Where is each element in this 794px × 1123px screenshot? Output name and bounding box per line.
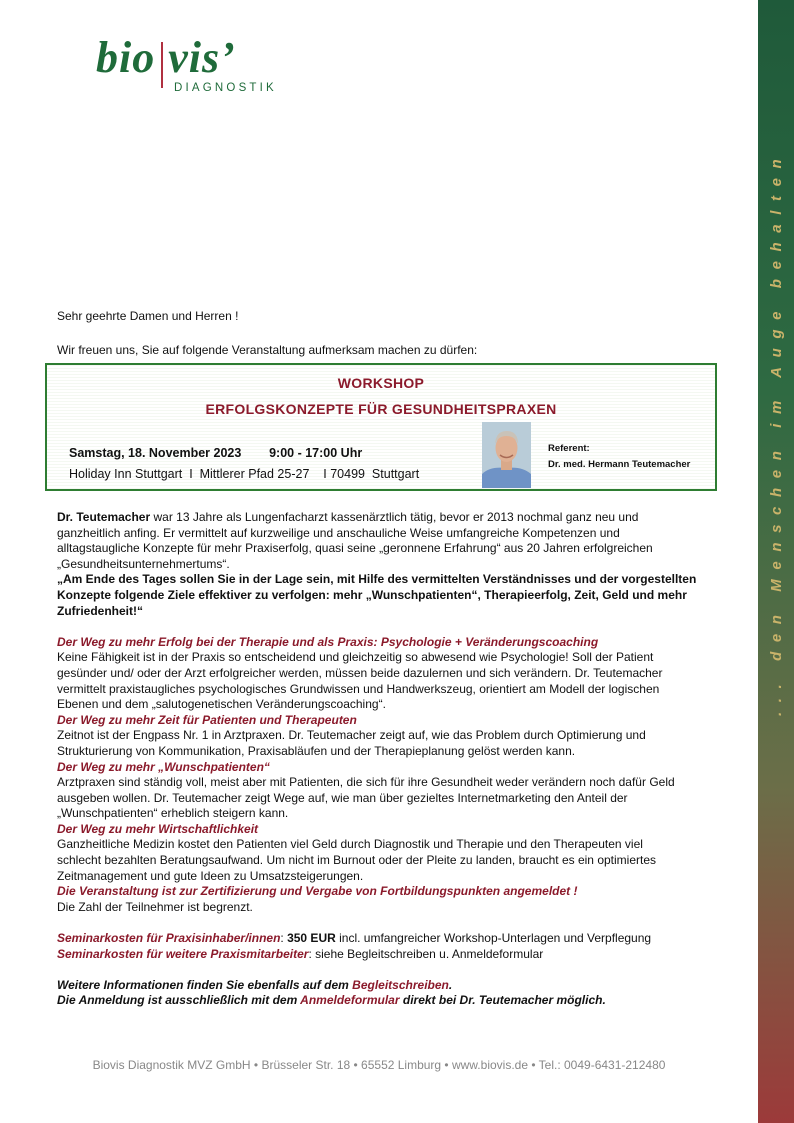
quote-line: Zufriedenheit!“ <box>57 603 143 618</box>
section-line: schlecht bezahlten Beratungsaufwand. Um nicht im Burnout oder der Pleite zu landen, braucht es ein optimiertes <box>57 853 657 868</box>
referent-label: Referent: <box>548 443 590 454</box>
logo-subtitle: DIAGNOSTIK <box>174 82 277 94</box>
event-title-main: ERFOLGSKONZEPTE FÜR GESUNDHEITSPRAXEN <box>205 401 557 417</box>
section-line: gesünder und/ oder der Arzt erfolgreicher werden, müssen beide dazulernen und sich verändern. Dr. Teutemacher <box>57 665 663 680</box>
p1-line: alltagstaugliche Konzepte für mehr Praxiserfolg, quasi seine „geronnene Erfahrung“ aus 20 Jahren erfolgreichen <box>57 541 653 556</box>
p1-line: „Gesundheitsunternehmertums“. <box>57 556 230 571</box>
info-text: . <box>448 977 453 992</box>
info-line <box>57 978 747 994</box>
referent-name: Dr. med. Hermann Teutemacher <box>548 459 691 470</box>
section-line: vermittelt praxistaugliches psychologisches Grundwissen und Handwerkszeug, orientiert am Modell der logischen <box>57 681 660 696</box>
quote-line: „Am Ende des Tages sollen Sie in der Lage sein, mit Hilfe des vermittelten Verständnisses und der vorgestellten <box>57 572 697 587</box>
section-heading: Der Weg zu mehr Wirtschaftlichkeit <box>57 821 259 836</box>
section-line: Ganzheitliche Medizin kostet den Patienten viel Geld durch Diagnostik und Therapie und den Therapeuten viel <box>57 837 643 852</box>
anmeldeformular-link[interactable]: Anmeldeformular <box>300 993 400 1008</box>
section-line: „Wunschpatienten“ erheblich steigern kann. <box>57 806 289 821</box>
logo-wordmark <box>96 34 236 80</box>
footer-contact: Biovis Diagnostik MVZ GmbH • Brüsseler Str. 18 • 65552 Limburg • www.biovis.de • Tel.: 0049-6431-212480 <box>92 1058 666 1072</box>
registration-text: direkt bei Dr. Teutemacher möglich. <box>399 993 606 1008</box>
section-heading: Der Weg zu mehr Erfolg bei der Therapie und als Praxis: Psychologie + Veränderungscoaching <box>57 634 599 649</box>
certification-note: Die Veranstaltung ist zur Zertifizierung und Vergabe von Fortbildungspunkten angemeldet ! <box>57 884 578 899</box>
event-title-workshop: WORKSHOP <box>337 375 425 391</box>
section-line: Ebenen und dem „salutogenetischen Veränderungscoaching“. <box>57 697 386 712</box>
cost-details: : siehe Begleitschreiben u. Anmeldeformular <box>308 946 544 961</box>
begleitschreiben-link[interactable]: Begleitschreiben <box>352 977 449 992</box>
logo-name-part1: bio <box>96 33 156 82</box>
participant-limit-note: Die Zahl der Teilnehmer ist begrenzt. <box>57 899 253 914</box>
quote-line: Konzepte folgende Ziele effektiver zu verfolgen: mehr „Wunschpatienten“, Therapieerfolg, Zeit, Geld und mehr <box>57 587 687 602</box>
cost-label: Seminarkosten für Praxisinhaber/innen <box>57 931 281 946</box>
section-line: Keine Fähigkeit ist in der Praxis so entscheidend und gleichzeitig so abwesend wie Psychologie! Soll der Patient <box>57 650 654 665</box>
body-text <box>57 510 747 1009</box>
p1-bold-name: Dr. Teutemacher <box>57 510 151 524</box>
sidebar-slogan: ... den Menschen im Auge behalten <box>767 149 785 716</box>
section-line: Strukturierung von Kommunikation, Praxisabläufen und der Therapieplanung gelöst werden kann. <box>57 743 576 758</box>
section-heading: Der Weg zu mehr Zeit für Patienten und Therapeuten <box>57 712 357 727</box>
section-line: ausgeben wollen. Dr. Teutemacher zeigt Wege auf, wie man über gezieltes Internetmarketing den Anteil der <box>57 790 628 805</box>
logo-divider <box>161 42 163 88</box>
section-line: Zeitnot ist der Engpass Nr. 1 in Arztpraxen. Dr. Teutemacher zeigt auf, wie das Problem durch Optimierung und <box>57 728 646 743</box>
event-date-time: Samstag, 18. November 2023 9:00 - 17:00 Uhr <box>69 446 363 460</box>
cost-details: incl. umfangreicher Workshop-Unterlagen und Verpflegung <box>335 931 652 946</box>
registration-line <box>57 993 747 1009</box>
info-text: Weitere Informationen finden Sie ebenfalls auf dem <box>57 977 353 992</box>
biovis-logo <box>96 33 277 94</box>
greeting: Sehr geehrte Damen und Herren ! <box>57 309 239 323</box>
event-venue: Holiday Inn Stuttgart I Mittlerer Pfad 25-27 I 70499 Stuttgart <box>69 467 420 481</box>
sidebar-slogan-wrap <box>762 86 790 716</box>
p1-line: ganzheitlich anfing. Er vermittelt auf kurzweilige und anschauliche Weise umfangreiche Kompetenzen und <box>57 525 620 540</box>
p1-line: war 13 Jahre als Lungenfacharzt kassenärztlich tätig, bevor er 2013 nochmal ganz neu und <box>150 510 639 524</box>
section-heading: Der Weg zu mehr „Wunschpatienten“ <box>57 759 270 774</box>
cost-label: Seminarkosten für weitere Praxismitarbeiter <box>57 946 309 961</box>
cost-colon: : <box>280 931 288 946</box>
cost-price: 350 EUR <box>287 931 336 946</box>
logo-name-part2: vis’ <box>168 33 236 82</box>
referent-photo <box>482 422 531 488</box>
cost-line-staff <box>57 947 747 963</box>
event-box <box>45 363 717 491</box>
section-line: Zeitmanagement und gute Ideen zu Umsatzsteigerungen. <box>57 868 364 883</box>
section-line: Arztpraxen sind ständig voll, meist aber mit Patienten, die sich für ihre Gesundheit weder verändern noch dafür Geld <box>57 775 675 790</box>
registration-text: Die Anmeldung ist ausschließlich mit dem <box>57 993 301 1008</box>
cost-line-owners <box>57 931 747 947</box>
intro-text: Wir freuen uns, Sie auf folgende Veranstaltung aufmerksam machen zu dürfen: <box>57 343 478 357</box>
